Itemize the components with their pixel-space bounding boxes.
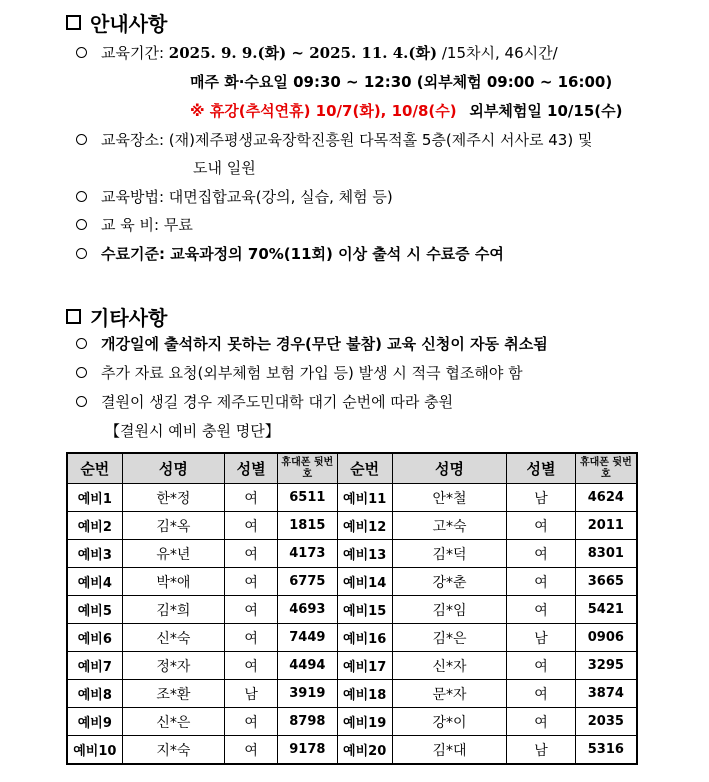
header-seq: 순번 — [67, 453, 122, 484]
seq-cell: 예비12 — [337, 512, 392, 540]
holiday-line — [190, 100, 622, 122]
header-seq: 순번 — [337, 453, 392, 484]
seq-cell: 예비1 — [67, 484, 122, 512]
name-cell: 신*은 — [122, 708, 225, 736]
section-title-other — [66, 302, 167, 331]
seq-cell: 예비11 — [337, 484, 392, 512]
seq-cell: 예비3 — [67, 540, 122, 568]
period-label: 교육기간: — [101, 44, 165, 62]
gender-cell: 여 — [225, 512, 278, 540]
circle-bullet-icon — [76, 47, 87, 58]
header-name: 성명 — [122, 453, 225, 484]
phone-cell: 4624 — [575, 484, 637, 512]
phone-cell: 9178 — [278, 736, 338, 765]
circle-bullet-icon — [76, 219, 87, 230]
gender-cell: 여 — [507, 540, 575, 568]
gender-cell: 여 — [507, 568, 575, 596]
name-cell: 문*자 — [392, 680, 507, 708]
section-title-notice — [66, 8, 167, 37]
phone-cell: 7449 — [278, 624, 338, 652]
gender-cell: 여 — [507, 596, 575, 624]
place-line — [76, 129, 592, 151]
seq-cell: 예비18 — [337, 680, 392, 708]
seq-cell: 예비5 — [67, 596, 122, 624]
seq-cell: 예비2 — [67, 512, 122, 540]
table-row — [67, 512, 637, 540]
seq-cell: 예비7 — [67, 652, 122, 680]
place-line-2: 도내 일원 — [193, 159, 256, 177]
holiday-note: ※ 휴강(추석연휴) 10/7(화), 10/8(수) — [190, 102, 457, 120]
header-gender: 성별 — [225, 453, 278, 484]
gender-cell: 여 — [225, 596, 278, 624]
table-row — [67, 708, 637, 736]
fee-label: 교 육 비: — [101, 216, 160, 234]
checkbox-square-icon — [66, 15, 81, 30]
seq-cell: 예비13 — [337, 540, 392, 568]
table-row — [67, 568, 637, 596]
name-cell: 김*옥 — [122, 512, 225, 540]
section-title-text: 기타사항 — [90, 306, 168, 330]
name-cell: 지*숙 — [122, 736, 225, 765]
criteria-line — [76, 243, 504, 265]
table-row — [67, 680, 637, 708]
gender-cell: 남 — [507, 624, 575, 652]
header-gender: 성별 — [507, 453, 575, 484]
checkbox-square-icon — [66, 309, 81, 324]
reserve-list-table — [66, 452, 638, 765]
header-phone: 휴대폰 뒷번호 — [278, 453, 338, 484]
seq-cell: 예비17 — [337, 652, 392, 680]
gender-cell: 여 — [225, 736, 278, 765]
fee-value: 무료 — [163, 216, 193, 234]
circle-bullet-icon — [76, 367, 87, 378]
phone-cell: 3919 — [278, 680, 338, 708]
circle-bullet-icon — [76, 134, 87, 145]
gender-cell: 여 — [225, 708, 278, 736]
phone-cell: 4494 — [278, 652, 338, 680]
name-cell: 고*숙 — [392, 512, 507, 540]
method-line — [76, 186, 393, 208]
table-header-row — [67, 453, 637, 484]
table-row — [67, 484, 637, 512]
phone-cell: 6511 — [278, 484, 338, 512]
gender-cell: 여 — [507, 680, 575, 708]
gender-cell: 여 — [225, 624, 278, 652]
phone-cell: 6775 — [278, 568, 338, 596]
other-item-text: 개강일에 출석하지 못하는 경우(무단 불참) 교육 신청이 자동 취소됨 — [101, 335, 548, 353]
other-item-1 — [76, 333, 548, 355]
name-cell: 강*이 — [392, 708, 507, 736]
phone-cell: 0906 — [575, 624, 637, 652]
field-trip-note: 외부체험일 10/15(수) — [469, 102, 623, 120]
seq-cell: 예비19 — [337, 708, 392, 736]
name-cell: 조*환 — [122, 680, 225, 708]
gender-cell: 여 — [225, 484, 278, 512]
phone-cell: 3874 — [575, 680, 637, 708]
fee-line — [76, 214, 193, 236]
phone-cell: 8301 — [575, 540, 637, 568]
circle-bullet-icon — [76, 191, 87, 202]
seq-cell: 예비4 — [67, 568, 122, 596]
gender-cell: 남 — [507, 484, 575, 512]
seq-cell: 예비10 — [67, 736, 122, 765]
criteria-value: 교육과정의 70%(11회) 이상 출석 시 수료증 수여 — [170, 245, 504, 263]
gender-cell: 여 — [507, 652, 575, 680]
phone-cell: 5421 — [575, 596, 637, 624]
gender-cell: 여 — [507, 708, 575, 736]
phone-cell: 4173 — [278, 540, 338, 568]
phone-cell: 4693 — [278, 596, 338, 624]
period-extra: /15차시, 46시간/ — [441, 44, 558, 62]
table-row — [67, 596, 637, 624]
other-item-text: 추가 자료 요청(외부체험 보험 가입 등) 발생 시 적극 협조해야 함 — [101, 364, 523, 382]
schedule-line: 매주 화·수요일 09:30 ~ 12:30 (외부체험 09:00 ~ 16:00) — [190, 73, 613, 91]
seq-cell: 예비9 — [67, 708, 122, 736]
circle-bullet-icon — [76, 248, 87, 259]
name-cell: 강*춘 — [392, 568, 507, 596]
seq-cell: 예비8 — [67, 680, 122, 708]
name-cell: 정*자 — [122, 652, 225, 680]
method-value: 대면집합교육(강의, 실습, 체험 등) — [168, 188, 393, 206]
phone-cell: 1815 — [278, 512, 338, 540]
phone-cell: 2011 — [575, 512, 637, 540]
place-value: (재)제주평생교육장학진흥원 다목적홀 5층(제주시 서사로 43) 및 — [168, 131, 593, 149]
circle-bullet-icon — [76, 396, 87, 407]
gender-cell: 여 — [225, 540, 278, 568]
place-label: 교육장소: — [101, 131, 165, 149]
name-cell: 김*덕 — [392, 540, 507, 568]
name-cell: 유*년 — [122, 540, 225, 568]
other-item-3 — [76, 391, 453, 413]
table-row — [67, 736, 637, 765]
name-cell: 신*숙 — [122, 624, 225, 652]
seq-cell: 예비16 — [337, 624, 392, 652]
other-item-2 — [76, 362, 523, 384]
criteria-label: 수료기준: — [101, 245, 165, 263]
name-cell: 김*희 — [122, 596, 225, 624]
name-cell: 김*은 — [392, 624, 507, 652]
header-phone: 휴대폰 뒷번호 — [575, 453, 637, 484]
gender-cell: 여 — [507, 512, 575, 540]
name-cell: 한*정 — [122, 484, 225, 512]
gender-cell: 여 — [225, 568, 278, 596]
table-row — [67, 540, 637, 568]
gender-cell: 남 — [225, 680, 278, 708]
circle-bullet-icon — [76, 338, 87, 349]
header-name: 성명 — [392, 453, 507, 484]
phone-cell: 3295 — [575, 652, 637, 680]
period-line — [76, 42, 558, 64]
seq-cell: 예비15 — [337, 596, 392, 624]
gender-cell: 남 — [507, 736, 575, 765]
table-row — [67, 624, 637, 652]
name-cell: 김*대 — [392, 736, 507, 765]
section-title-text: 안내사항 — [90, 12, 168, 36]
seq-cell: 예비14 — [337, 568, 392, 596]
seq-cell: 예비20 — [337, 736, 392, 765]
name-cell: 박*애 — [122, 568, 225, 596]
table-row — [67, 652, 637, 680]
gender-cell: 여 — [225, 652, 278, 680]
phone-cell: 5316 — [575, 736, 637, 765]
phone-cell: 3665 — [575, 568, 637, 596]
name-cell: 안*철 — [392, 484, 507, 512]
other-item-text: 결원이 생길 경우 제주도민대학 대기 순번에 따라 충원 — [101, 393, 454, 411]
seq-cell: 예비6 — [67, 624, 122, 652]
name-cell: 신*자 — [392, 652, 507, 680]
table-caption: 【결원시 예비 충원 명단】 — [105, 422, 280, 440]
method-label: 교육방법: — [101, 188, 165, 206]
period-dates: 2025. 9. 9.(화) ~ 2025. 11. 4.(화) — [168, 44, 438, 62]
phone-cell: 8798 — [278, 708, 338, 736]
name-cell: 김*임 — [392, 596, 507, 624]
phone-cell: 2035 — [575, 708, 637, 736]
